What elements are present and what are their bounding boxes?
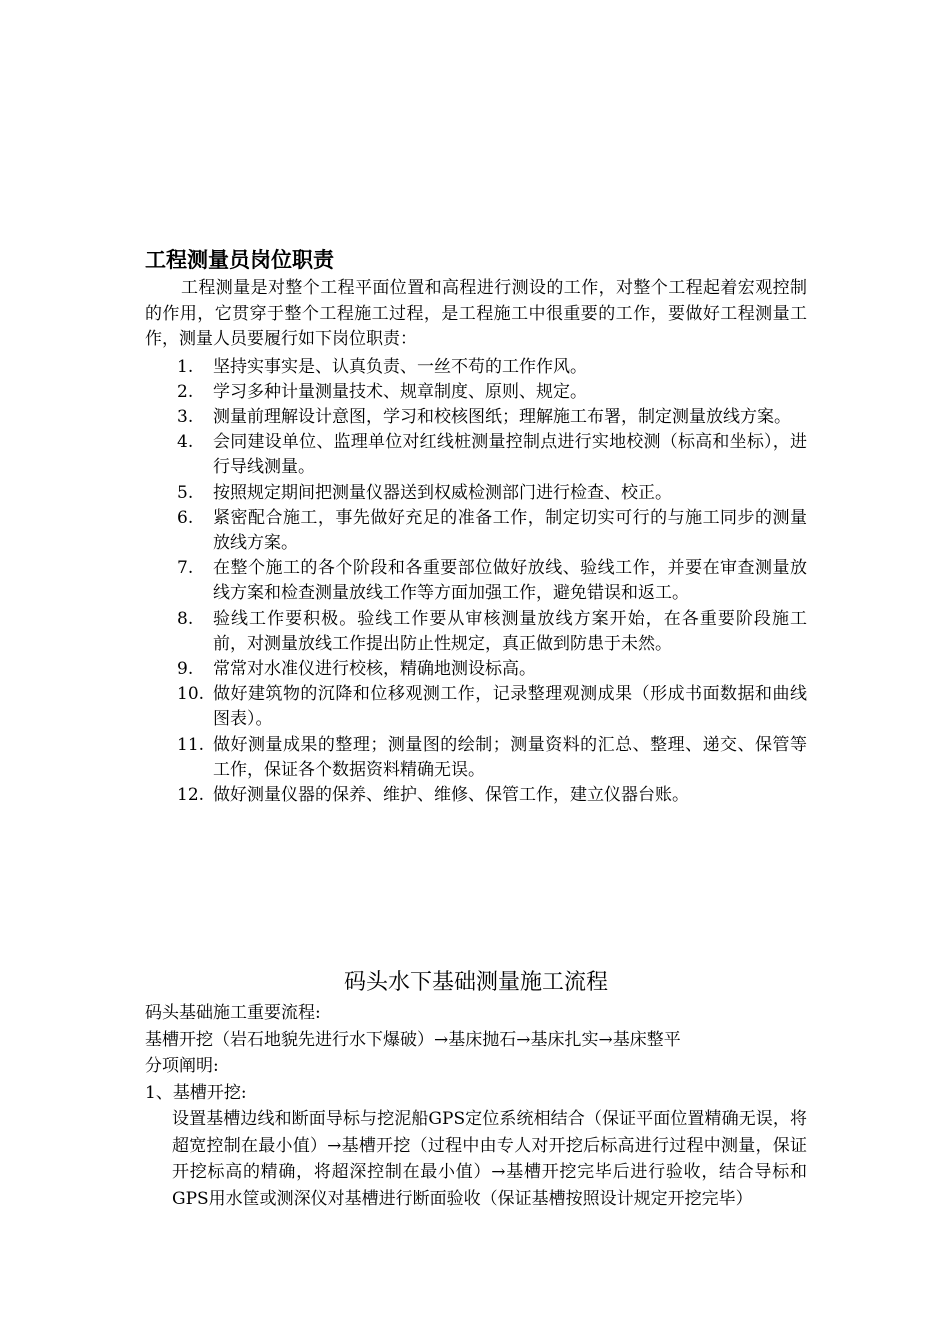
list-item-number: 1. (177, 356, 194, 377)
section-title-job-duties: 工程测量员岗位职责 (145, 248, 334, 272)
list-item-number: 3. (177, 406, 194, 427)
list-item (145, 405, 807, 430)
section-title-foundation-survey: 码头水下基础测量施工流程 (343, 970, 608, 995)
list-item (145, 733, 807, 783)
list-item (145, 682, 807, 732)
list-item-number: 6. (177, 507, 194, 528)
list-item (145, 481, 807, 506)
list-item-text: 做好测量成果的整理；测量图的绘制；测量资料的汇总、整理、递交、保管等工作，保证各个数据资料精确无误。 (213, 734, 807, 780)
list-item-text: 做好测量仪器的保养、维护、维修、保管工作，建立仪器台账。 (213, 784, 689, 805)
step-1-label: 1、基槽开挖: (145, 1082, 247, 1103)
list-item (145, 355, 807, 380)
list-item-text: 测量前理解设计意图，学习和校核图纸；理解施工布署，制定测量放线方案。 (213, 406, 791, 427)
list-item-number: 10. (177, 684, 205, 705)
flow-text: 基槽开挖（岩石地貌先进行水下爆破）→基床抛石→基床扎实→基床整平 (145, 1029, 681, 1050)
duties-list (145, 355, 807, 809)
step-1-body: 设置基槽边线和断面导标与挖泥船GPS定位系统相结合（保证平面位置精确无误，将超宽控制在最小值）→基槽开挖（过程中由专人对开挖后标高进行过程中测量，保证开挖标高的精确，将超深控制在最小值）→基槽开挖完毕后进行验收，结合导标和GPS用水筐或测深仪对基槽进行断面验收（保证基槽按照设计规定开挖完毕） (172, 1109, 807, 1209)
list-item-text: 坚持实事实是、认真负责、一丝不苟的工作作风。 (213, 356, 587, 377)
foundation-survey-section (145, 966, 807, 1212)
list-item-number: 11. (177, 734, 205, 755)
job-duties-section (145, 244, 807, 808)
list-item-text: 学习多种计量测量技术、规章制度、原则、规定。 (213, 381, 587, 402)
list-item-text: 在整个施工的各个阶段和各重要部位做好放线、验线工作，并要在审查测量放线方案和检查测量放线工作等方面加强工作，避免错误和返工。 (213, 558, 807, 604)
list-item (145, 380, 807, 405)
list-item-number: 5. (177, 482, 194, 503)
list-item (145, 607, 807, 657)
list-item-number: 8. (177, 608, 194, 629)
intro-paragraph: 工程测量是对整个工程平面位置和高程进行测设的工作，对整个工程起着宏观控制的作用，它贯穿于整个工程施工过程，是工程施工中很重要的工作，要做好工程测量工作，测量人员要履行如下岗位职责： (145, 278, 807, 349)
flow-label: 码头基础施工重要流程: (145, 1003, 321, 1023)
list-item-number: 9. (177, 658, 194, 679)
list-item (145, 556, 807, 606)
list-item-text: 验线工作要积极。验线工作要从审核测量放线方案开始，在各重要阶段施工前，对测量放线工作提出防止性规定，真正做到防患于未然。 (213, 608, 807, 654)
list-item-text: 按照规定期间把测量仪器送到权威检测部门进行检查、校正。 (213, 482, 672, 503)
list-item-text: 会同建设单位、监理单位对红线桩测量控制点进行实地校测（标高和坐标），进行导线测量。 (213, 432, 807, 478)
list-item-number: 2. (177, 381, 194, 402)
list-item (145, 506, 807, 556)
list-item-number: 4. (177, 432, 194, 453)
list-item-text: 做好建筑物的沉降和位移观测工作，记录整理观测成果（形成书面数据和曲线图表）。 (213, 684, 807, 730)
detail-label: 分项阐明: (145, 1056, 219, 1076)
list-item (145, 657, 807, 682)
list-item (145, 430, 807, 480)
list-item-text: 紧密配合施工，事先做好充足的准备工作，制定切实可行的与施工同步的测量放线方案。 (213, 507, 807, 553)
list-item (145, 783, 807, 808)
list-item-number: 12. (177, 784, 205, 805)
list-item-text: 常常对水准仪进行校核，精确地测设标高。 (213, 658, 536, 679)
list-item-number: 7. (177, 558, 194, 579)
